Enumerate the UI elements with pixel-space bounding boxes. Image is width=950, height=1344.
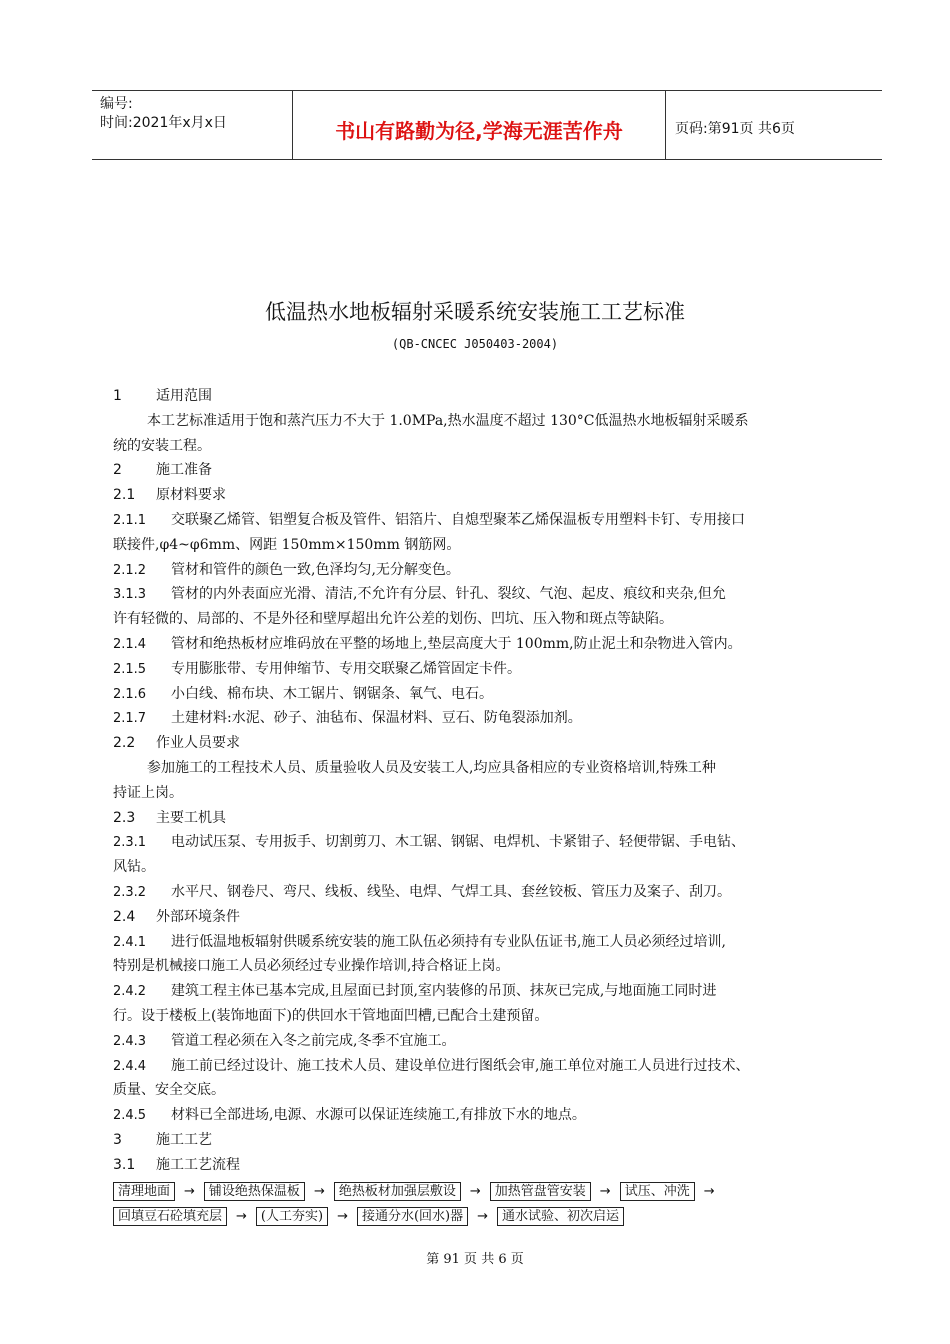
clause-number: 2.3 <box>113 809 136 826</box>
line-text: 建筑工程主体已基本完成,且屋面已封顶,室内装修的吊顶、抹灰已完成,与地面施工同时进 <box>171 983 717 1000</box>
clause-number: 3 <box>113 1131 122 1148</box>
section-heading <box>113 458 863 483</box>
body-line <box>113 880 863 905</box>
body-line <box>113 607 863 632</box>
clause-number: 2.2 <box>113 735 136 752</box>
line-text: 管材的内外表面应光滑、清洁,不允许有分层、针孔、裂纹、气泡、起皮、痕纹和夹杂,但允 <box>171 586 726 603</box>
flow-step: 通水试验、初次启运 <box>497 1207 624 1226</box>
body-line <box>113 979 863 1004</box>
section-heading <box>113 905 863 930</box>
clause-number: 2.4.5 <box>113 1108 147 1124</box>
line-text: 行。设于楼板上(装饰地面下)的供回水干管地面凹槽,已配合土建预留。 <box>113 1007 549 1024</box>
line-text: 土建材料:水泥、砂子、油毡布、保温材料、豆石、防龟裂添加剂。 <box>171 710 582 727</box>
line-text: 进行低温地板辐射供暖系统安装的施工队伍必须持有专业队伍证书,施工人员必须经过培训, <box>171 933 726 950</box>
line-text: 原材料要求 <box>156 487 226 504</box>
clause-number: 2.1.2 <box>113 562 147 578</box>
header-page-info: 页码:第91页 共6页 <box>675 121 795 137</box>
time-label: 时间:2021年x月x日 <box>100 115 227 131</box>
header-divider <box>665 91 666 159</box>
body-line <box>113 855 863 880</box>
flow-arrow-icon: → <box>236 1209 247 1224</box>
clause-number: 2.1.6 <box>113 686 147 702</box>
body-line <box>113 508 863 533</box>
line-text: 管材和管件的颜色一致,色泽均匀,无分解变色。 <box>171 561 460 578</box>
body-line <box>113 682 863 707</box>
line-text: 施工工艺流程 <box>156 1156 240 1173</box>
line-text: 施工准备 <box>156 462 212 479</box>
clause-number: 2.4 <box>113 908 136 925</box>
line-text: 主要工机具 <box>156 809 226 826</box>
body-line <box>113 1029 863 1054</box>
line-text: 风钻。 <box>113 859 155 876</box>
flow-arrow-icon: → <box>477 1209 489 1224</box>
flow-arrow-icon: → <box>599 1184 611 1199</box>
line-text: 交联聚乙烯管、铝塑复合板及管件、铝箔片、自熄型聚苯乙烯保温板专用塑料卡钉、专用接口 <box>171 511 745 528</box>
flow-arrow-icon: → <box>469 1184 481 1199</box>
body-line <box>113 558 863 583</box>
page-footer: 第 91 页 共 6 页 <box>426 1252 524 1267</box>
line-text: 电动试压泵、专用扳手、切割剪刀、木工锯、钢锯、电焊机、卡紧钳子、轻便带锯、手电钻、 <box>171 834 745 851</box>
line-text: 持证上岗。 <box>113 784 183 801</box>
flow-step: 铺设绝热保温板 <box>204 1182 305 1201</box>
section-heading <box>113 483 863 508</box>
flow-arrow-icon: → <box>184 1184 195 1199</box>
document-code: (QB-CNCEC J050403-2004) <box>391 337 559 351</box>
document-title: 低温热水地板辐射采暖系统安装施工工艺标准 <box>265 300 685 324</box>
body-line <box>113 582 863 607</box>
clause-number: 1 <box>113 388 122 404</box>
clause-number: 2.1.5 <box>113 661 147 677</box>
flow-step: 清理地面 <box>113 1182 175 1201</box>
clause-number: 2 <box>113 462 122 479</box>
body-line <box>113 830 863 855</box>
body-line <box>113 533 863 558</box>
line-text: 外部环境条件 <box>156 908 240 925</box>
flow-step: 加热管盘管安装 <box>490 1182 591 1201</box>
line-text: 参加施工的工程技术人员、质量验收人员及安装工人,均应具备相应的专业资格培训,特殊工种 <box>147 759 716 776</box>
body-line <box>113 706 863 731</box>
clause-number: 2.1.1 <box>113 512 147 528</box>
flow-arrow-icon: → <box>337 1209 348 1224</box>
body-line <box>113 657 863 682</box>
header-motto: 书山有路勤为径,学海无涯苦作舟 <box>335 119 623 143</box>
line-text: 水平尺、钢卷尺、弯尺、线板、线坠、电焊、气焊工具、套丝铰板、管压力及案子、刮刀。 <box>171 883 731 900</box>
body-line <box>113 1004 863 1029</box>
line-text: 本工艺标准适用于饱和蒸汽压力不大于 1.0MPa,热水温度不超过 130°C低温热水地板辐射采暖系 <box>147 412 749 429</box>
clause-number: 2.4.4 <box>113 1058 147 1074</box>
body-line <box>113 756 863 781</box>
line-text: 特别是机械接口施工人员必须经过专业操作培训,持合格证上岗。 <box>113 958 510 975</box>
body-line <box>113 409 863 434</box>
clause-number: 2.1.4 <box>113 636 147 652</box>
section-heading <box>113 384 863 409</box>
line-text: 管材和绝热板材应堆码放在平整的场地上,垫层高度大于 100mm,防止泥土和杂物进入管内。 <box>171 635 742 652</box>
document-body <box>113 384 863 1178</box>
clause-number: 2.1.7 <box>113 711 147 727</box>
line-text: 专用膨胀带、专用伸缩节、专用交联聚乙烯管固定卡件。 <box>171 660 521 677</box>
line-text: 统的安装工程。 <box>113 437 211 454</box>
line-text: 适用范围 <box>156 388 212 404</box>
body-line <box>113 1054 863 1079</box>
line-text: 材料已全部进场,电源、水源可以保证连续施工,有排放下水的地点。 <box>171 1107 586 1124</box>
line-text: 施工前已经过设计、施工技术人员、建设单位进行图纸会审,施工单位对施工人员进行过技术、 <box>171 1057 750 1074</box>
flow-arrow-icon: → <box>313 1184 325 1199</box>
process-flow-row-2 <box>113 1207 624 1226</box>
page-header <box>92 90 882 160</box>
body-line <box>113 954 863 979</box>
line-text: 管道工程必须在入冬之前完成,冬季不宜施工。 <box>171 1032 456 1049</box>
clause-number: 2.3.2 <box>113 884 147 900</box>
flow-step: 回填豆石砼填充层 <box>113 1207 227 1226</box>
line-text: 作业人员要求 <box>156 735 240 752</box>
line-text: 施工工艺 <box>156 1131 212 1148</box>
flow-arrow-icon: → <box>703 1184 715 1199</box>
section-heading <box>113 1153 863 1178</box>
process-flow-row-1 <box>113 1182 724 1201</box>
body-line <box>113 930 863 955</box>
body-line <box>113 1103 863 1128</box>
body-line <box>113 781 863 806</box>
line-text: 联接件,φ4~φ6mm、网距 150mm×150mm 钢筋网。 <box>113 536 461 553</box>
flow-step: 接通分水(回水)器 <box>357 1207 468 1226</box>
body-line <box>113 1078 863 1103</box>
flow-step: 绝热板材加强层敷设 <box>334 1182 461 1201</box>
body-line <box>113 434 863 459</box>
section-heading <box>113 731 863 756</box>
flow-step: 试压、冲洗 <box>620 1182 695 1201</box>
line-text: 小白线、棉布块、木工锯片、钢锯条、氧气、电石。 <box>171 685 493 702</box>
clause-number: 2.3.1 <box>113 835 147 851</box>
clause-number: 3.1 <box>113 1156 136 1173</box>
body-line <box>113 632 863 657</box>
clause-number: 3.1.3 <box>113 587 147 603</box>
clause-number: 2.4.3 <box>113 1033 147 1049</box>
section-heading <box>113 1128 863 1153</box>
header-meta <box>100 95 290 133</box>
section-heading <box>113 806 863 831</box>
clause-number: 2.1 <box>113 487 136 504</box>
number-label: 编号: <box>100 96 133 112</box>
clause-number: 2.4.2 <box>113 984 147 1000</box>
flow-step: (人工夯实) <box>256 1207 328 1226</box>
line-text: 质量、安全交底。 <box>113 1082 225 1099</box>
clause-number: 2.4.1 <box>113 934 147 950</box>
line-text: 许有轻微的、局部的、不是外径和壁厚超出允许公差的划伤、凹坑、压入物和斑点等缺陷。 <box>113 611 673 628</box>
